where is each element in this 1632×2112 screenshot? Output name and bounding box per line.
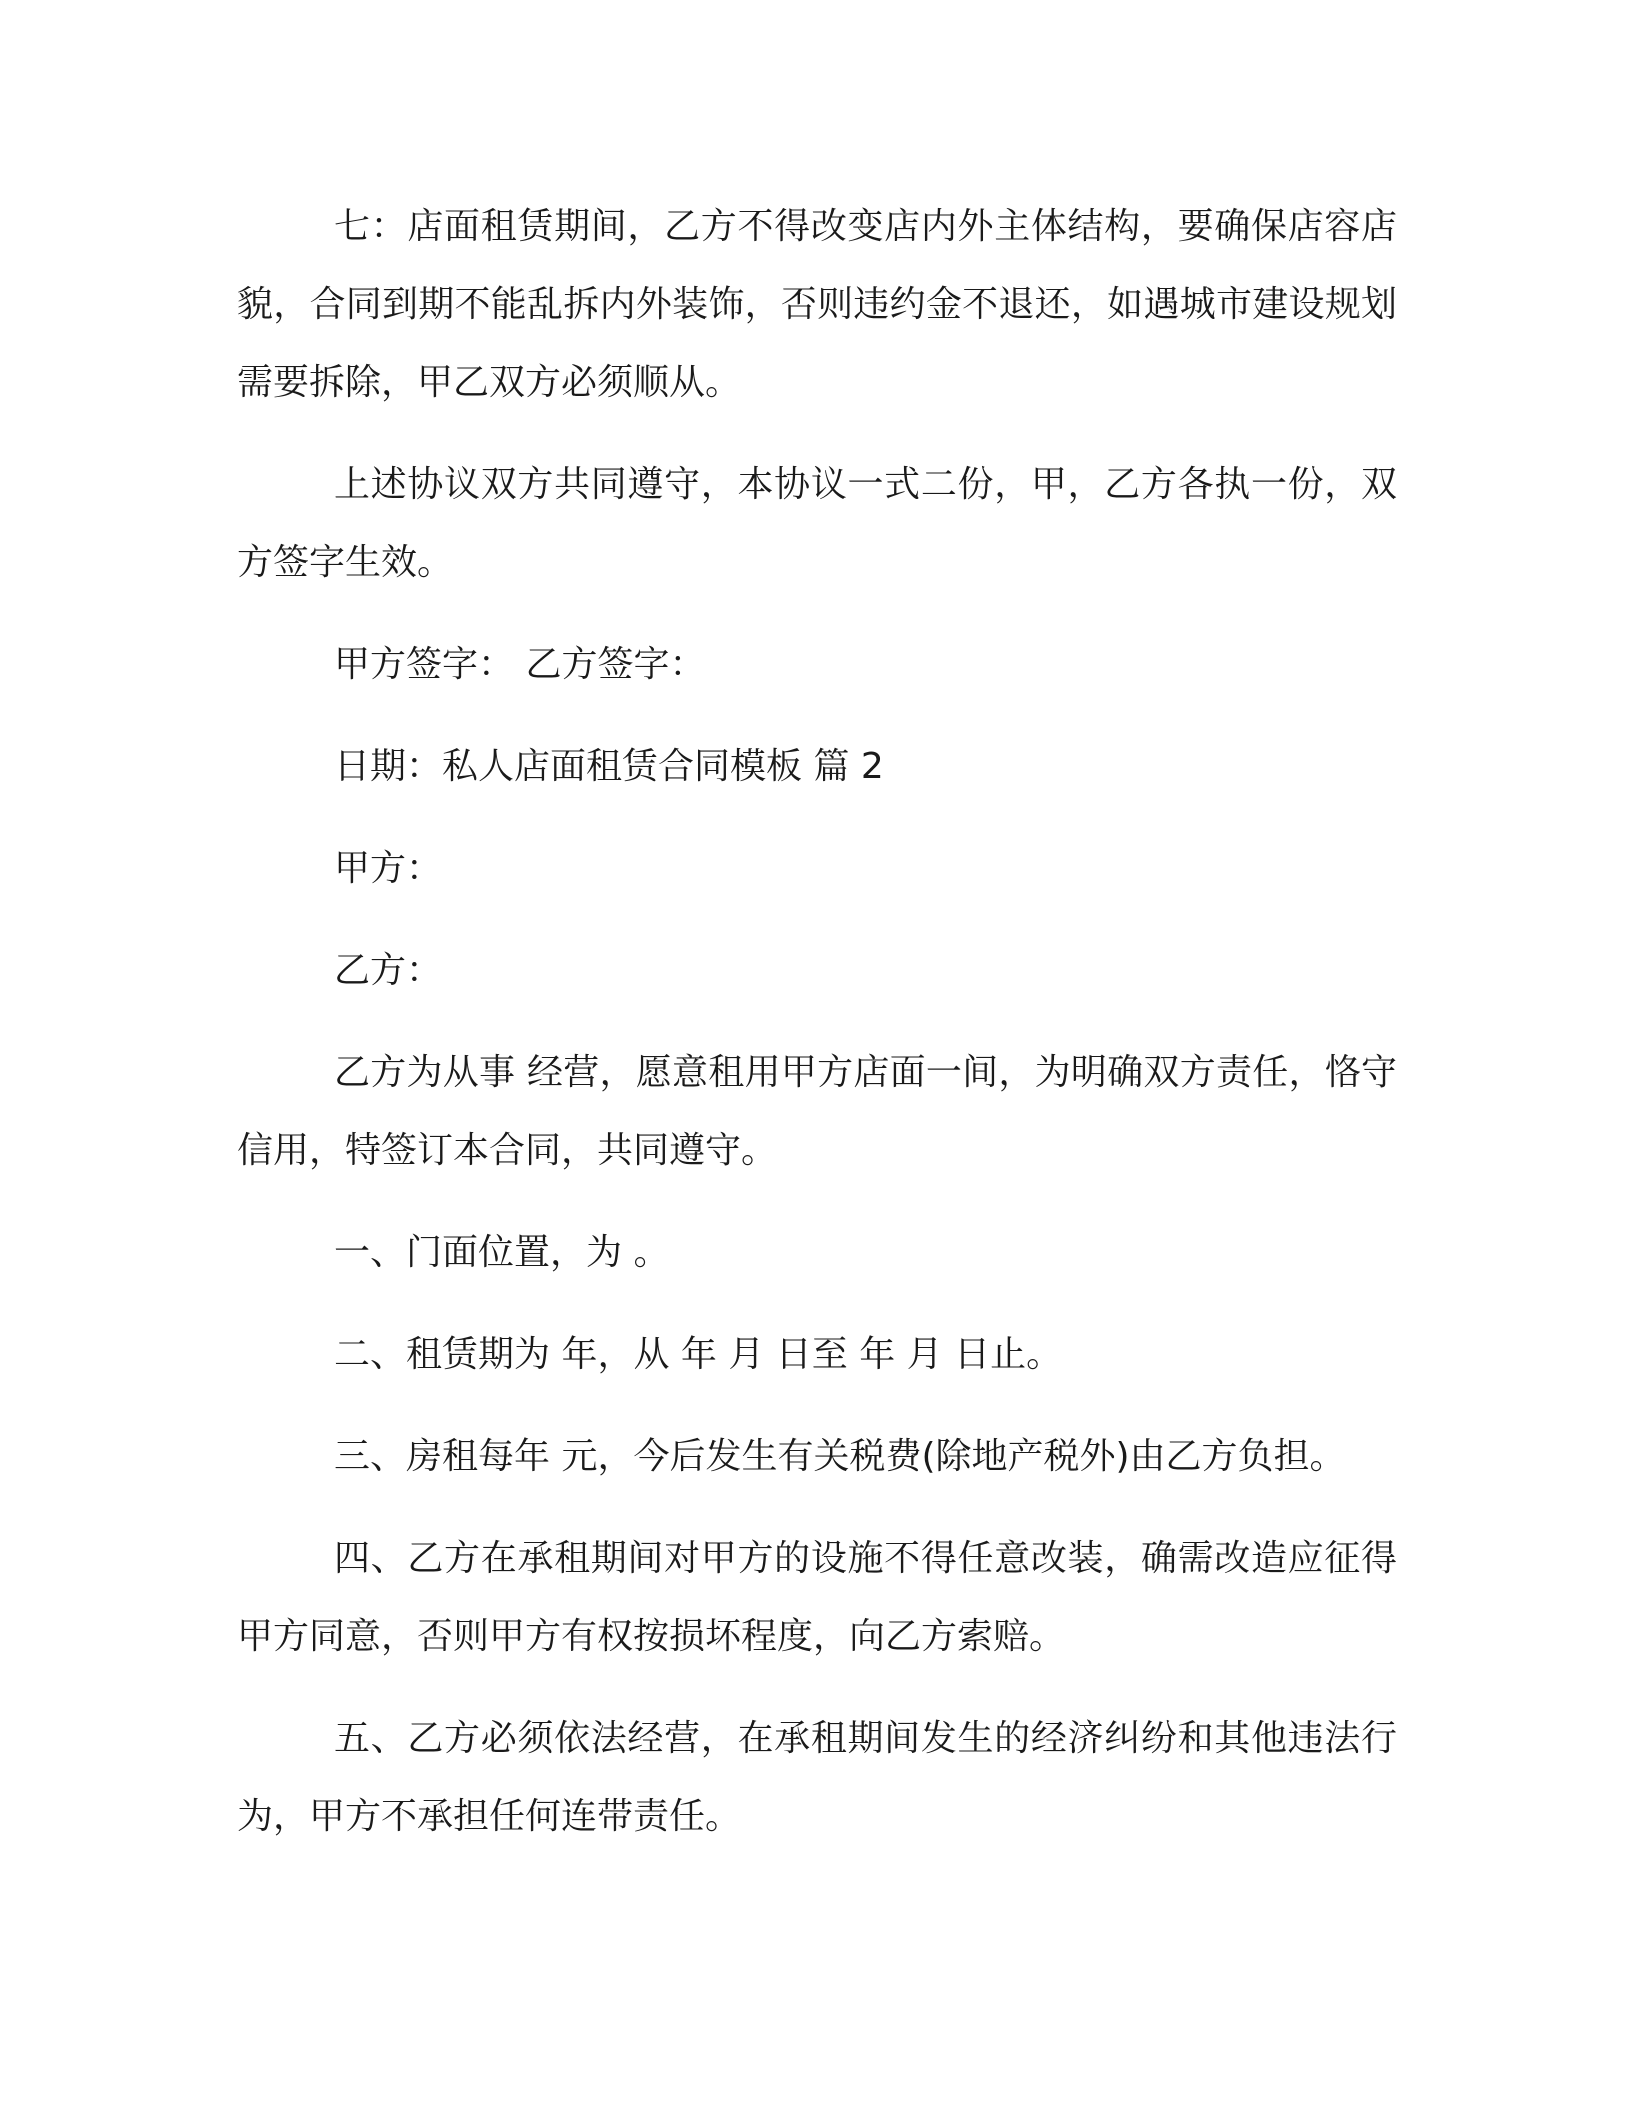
clause-two: 二、租赁期为 年，从 年 月 日至 年 月 日止。 [334,1334,1063,1375]
clause-three: 三、房租每年 元，今后发生有关税费(除地产税外)由乙方负担。 [334,1436,1346,1477]
clause-five: 五、乙方必须依法经营，在承租期间发生的经济纠纷和其他违法行为，甲方不承担任何连带责任。 [237,1718,1397,1837]
clause-seven: 七：店面租赁期间，乙方不得改变店内外主体结构，要确保店容店貌，合同到期不能乱拆内外装饰，否则违约金不退还，如遇城市建设规划需要拆除，甲乙双方必须顺从。 [237,206,1397,403]
clause-four: 四、乙方在承租期间对甲方的设施不得任意改装，确需改造应征得甲方同意，否则甲方有权按损坏程度，向乙方索赔。 [237,1538,1397,1657]
party-b-line: 乙方： [334,950,443,991]
agreement-statement: 上述协议双方共同遵守，本协议一式二份，甲，乙方各执一份，双方签字生效。 [237,464,1397,583]
party-a-line: 甲方： [334,848,443,889]
date-and-title-line: 日期：私人店面租赁合同模板 篇 2 [334,746,884,787]
document-body [237,188,1397,1880]
signature-line: 甲方签字： 乙方签字： [334,644,706,685]
contract-preamble: 乙方为从事 经营，愿意租用甲方店面一间，为明确双方责任，恪守信用，特签订本合同，共同遵守。 [237,1052,1397,1171]
clause-one: 一、门面位置，为 。 [334,1232,670,1273]
